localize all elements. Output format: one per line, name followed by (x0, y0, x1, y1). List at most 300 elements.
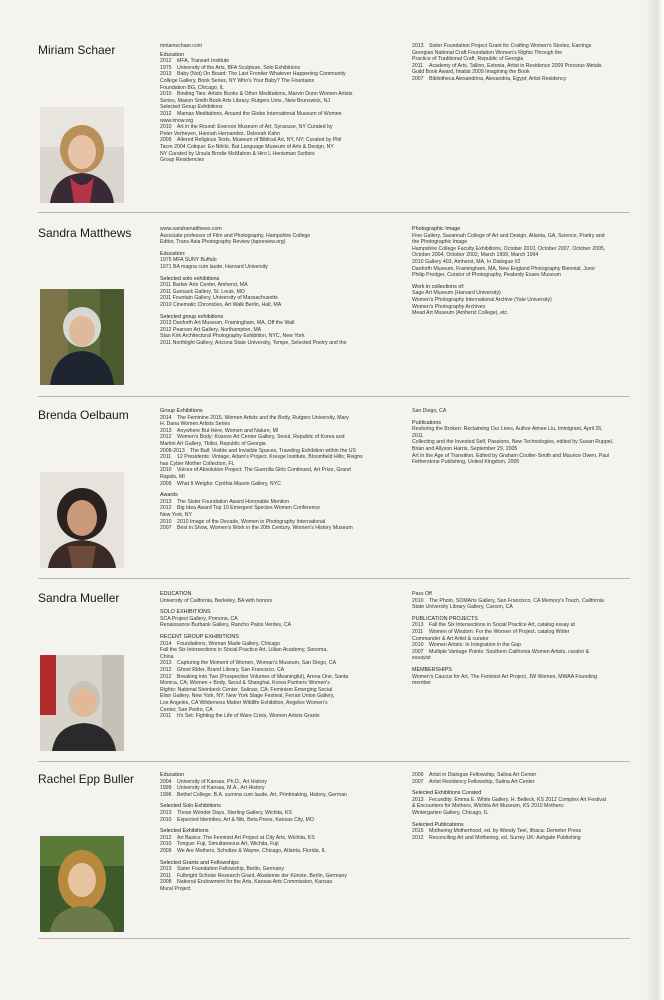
bio-line (160, 817, 406, 824)
bio-year: 2012 (160, 673, 172, 680)
bio-line (160, 835, 406, 842)
bio-year: 2013 (412, 622, 424, 629)
bio-section-heading: Selected solo exhibitions (160, 275, 220, 282)
bio-column-right (412, 408, 638, 466)
bio-line (412, 266, 638, 273)
bio-line (412, 290, 638, 297)
bio-text: Anywhere But Here, Women and Nature, MI (177, 427, 279, 434)
bio-section-heading: Selected Solo Exhibitions (160, 803, 221, 810)
bio-text: University of Kansas, Ph.D., Art History (177, 778, 267, 785)
bio-year: 2014 (160, 640, 172, 647)
bio-year: 2011 (160, 872, 172, 879)
bio-text: College Gallery, Book Series, NY Who's Your Baby? The Fountains (160, 77, 315, 84)
bio-year: 2012 (160, 58, 172, 65)
bio-text: 1971 BA magna cum laude, Harvard University (160, 263, 268, 270)
bio-text: University of the Arts, BFA Sculpture, Solo Exhibitions (177, 64, 301, 71)
bio-text: Baby (Not) On Board: The Last Frontier Whatever Happening Community (177, 71, 346, 78)
bio-line (160, 333, 406, 340)
bio-text: Danforth Museum, Framingham, MA, New England Photography Biennial, Juror (412, 265, 596, 272)
bio-text: Fine Gallery, Savannah College of Art and Design, Atlanta, GA, Science, Poetry and (412, 232, 605, 239)
bio-section-heading: EDUCATION (160, 591, 192, 597)
bio-year: 2010 (160, 91, 172, 98)
bio-text: University of Kansas, M.A., Art History (177, 785, 265, 792)
bio-text: Peter Verheyen, Hannah Hernandez, Deborah Kahn (160, 130, 280, 137)
bio-text: The Sister Foundation Award Honorable Mention (177, 498, 290, 505)
section-divider (38, 212, 630, 213)
bio-line (412, 446, 638, 453)
bio-line (160, 454, 406, 461)
bio-year: 2013 (412, 796, 424, 803)
bio-section-heading: Selected group exhibitions (160, 313, 224, 320)
bio-year: 2007 (160, 525, 172, 532)
bio-text: Georgian National Craft Foundation Women's Rights Through the (412, 49, 563, 56)
bio-line (412, 76, 638, 83)
bio-line (160, 340, 406, 347)
bio-line (412, 817, 638, 820)
bio-text: miriamschaer.com (160, 43, 203, 49)
section-divider (38, 396, 630, 397)
bio-line (160, 713, 406, 720)
artist-name: Sandra Matthews (38, 226, 132, 240)
bio-line (412, 622, 638, 629)
bio-year: 2012 (160, 666, 172, 673)
artist-entry-sandra-mueller (0, 591, 664, 757)
bio-text: Academy of Arts, Tallinn, Estonia, Artist in Residence 2009 Precious Metals (429, 62, 602, 69)
artist-name: Rachel Epp Buller (38, 772, 135, 786)
bio-column-left (160, 408, 406, 532)
bio-text: Tacre 2004 Cotique: Ex-Nihilo, Bat Language Museum of Arts & Design, NY (160, 143, 334, 150)
bio-line (160, 282, 406, 289)
bio-line (160, 124, 406, 131)
bio-year: 2013 (412, 43, 424, 49)
bio-line (160, 295, 406, 302)
artist-portrait (40, 107, 124, 203)
bio-text: 2011 Fountain Gallery, University of Massachusetts (160, 295, 278, 302)
bio-line (160, 647, 406, 654)
bio-year: 2013 (160, 809, 172, 816)
bio-line (160, 264, 406, 271)
bio-year: 2013 (160, 866, 172, 873)
bio-line (412, 259, 638, 266)
bio-text: Practice of Traditional Craft, Republic of Georgia (412, 56, 524, 63)
bio-line (160, 841, 406, 848)
bio-text: The Feminine 2015, Women Artists and the Body, Rutgers University, Mary (177, 414, 349, 421)
bio-text: Women Artists: In Integration in the Gap (429, 642, 521, 649)
bio-year: 1975 (160, 64, 172, 71)
bio-line (412, 439, 638, 446)
bio-year: 2008 (160, 879, 172, 886)
portrait-photo-icon (40, 472, 124, 568)
bio-text: 2010 Gallery 403, Amherst, MA, In Dialogue #2 (412, 258, 521, 265)
bio-text: 1975 MFA SUNY Buffalo (160, 257, 217, 264)
bio-line (160, 823, 406, 826)
bio-text: Collecting and the Invested Self, Passions, New Technologies, edited by Susan Ruppel, (412, 439, 614, 446)
bio-line (412, 785, 638, 788)
bio-line (160, 855, 406, 858)
bio-line (160, 78, 406, 85)
bio-line (160, 461, 406, 468)
bio-line (412, 662, 638, 665)
bio-section-heading: Selected Exhibitions Curated (412, 790, 482, 797)
bio-section-heading: Selected Grants and Fellowships (160, 859, 239, 866)
bio-line (160, 785, 406, 792)
bio-text: Mead Art Museum (Amherst College), etc. (412, 310, 509, 317)
bio-line (160, 622, 406, 629)
bio-text: Series, Mason Smith Book Arts Library, Rutgers Univ., New Brunswick, NJ (160, 97, 330, 104)
bio-line (160, 487, 406, 490)
bio-line (412, 279, 638, 282)
bio-line (412, 43, 638, 50)
bio-line (412, 810, 638, 817)
bio-text: Restoring the Broken: Reclaiming Our Lives, Author Aimee Liu, Immigrant, April 26, (412, 426, 603, 433)
bio-text: Fall the Six Intersections in Social Practice Art, Lillian Academy, Sonoma, (160, 647, 328, 654)
bio-column-right (412, 591, 638, 687)
bio-year: 2012 (160, 834, 172, 841)
portrait-photo-icon (40, 655, 124, 751)
bio-line (412, 604, 638, 611)
bio-line (160, 467, 406, 474)
bio-year: 2010 (160, 816, 172, 823)
bio-line (160, 289, 406, 296)
bio-text: Commander & Art Artist & curator (412, 635, 489, 642)
bio-line (160, 674, 406, 681)
bio-line (160, 629, 406, 632)
bio-line (160, 271, 406, 274)
bio-line (160, 680, 406, 687)
bio-text: 2010 Cinematic Chronicles, Art Walk Berlin, Hall, MA (160, 301, 282, 308)
artist-name: Brenda Oelbaum (38, 408, 129, 422)
bio-text: Foundation BG, Chicago, IL (160, 84, 225, 91)
portrait-photo-icon (40, 107, 124, 203)
bio-text: Big Idea Award Top 10 Emergent Species Women Conference (177, 505, 321, 512)
bio-text: Sage Art Museum (Harvard University) (412, 290, 501, 297)
bio-line (160, 43, 406, 50)
bio-year: 1999 (160, 785, 172, 792)
bio-year: 2010 (160, 124, 172, 131)
bio-text: NY Curated by Ursula Brodie McMahon & Hiro L Henisman Scribes (160, 150, 315, 157)
bio-text: Multiple Vantage Points: Southern California Women Artists, curator & (429, 648, 590, 655)
section-divider (38, 761, 630, 762)
bio-section-heading: Education: (160, 250, 186, 257)
bio-year: 2011 (412, 62, 424, 69)
bio-text: We Are Mothers, Schultze & Wayne, Chicago, Atlanta, Florida, IL (177, 847, 326, 854)
bio-text: Center, San Pedro, CA (160, 706, 213, 713)
bio-text: 2011 Gunsack Gallery, St. Louis, MO (160, 288, 245, 295)
bio-line (160, 687, 406, 694)
bio-text: Sister Foundation Project Grant for Crafting Women's Stories, Earrings (429, 43, 592, 49)
artist-entry-sandra-matthews (0, 226, 664, 390)
bio-text: Selected Group Exhibitions (160, 104, 223, 111)
bio-text: New York, NY (160, 511, 193, 518)
bio-text: Group Residencies (160, 157, 205, 164)
bio-line (160, 499, 406, 506)
bio-line (160, 71, 406, 78)
bio-section-heading: Selected Exhibitions (160, 828, 209, 835)
bio-year: 2013 (160, 498, 172, 505)
bio-text: 12 Presidents: Vintage, Adam's Project, Kresge Institute, Bloomfield Hills; Reigns (177, 454, 363, 461)
bio-line (160, 519, 406, 526)
bio-line (412, 252, 638, 259)
bio-line (160, 239, 406, 246)
bio-line (412, 642, 638, 649)
bio-text: Renaissance Burbank Gallery, Rancho Palos Verdes, CA (160, 622, 292, 629)
bio-line (412, 591, 638, 598)
bio-line (412, 272, 638, 279)
section-divider (38, 578, 630, 579)
bio-text: Art in the Round: Everson Museum of Art, Syracuse, NY Curated by (177, 124, 333, 131)
bio-text: Women of Wisdom: For the Women of Project, catalog Writer (429, 628, 570, 635)
bio-text: Reconciling Art and Mothering, ed. Surrey UK: Ashgate Publishing (429, 834, 581, 841)
bio-text: Associate professor of Film and Photography, Hampshire College (160, 232, 311, 239)
bio-text: Breaking into Two (Prospective Volumes of Meaningful), Arena One, Santa (177, 673, 349, 680)
bio-section-heading: MEMBERSHIPS (412, 666, 452, 673)
artist-entry-miriam-schaer (0, 43, 664, 203)
bio-text: Art Basics: The Feminist Art Project at City Arts, Wichita, KS (177, 834, 315, 841)
artist-entry-rachel-epp-buller (0, 772, 664, 942)
bio-text: China (160, 653, 174, 660)
bio-line (160, 144, 406, 151)
bio-line (160, 302, 406, 309)
bio-line (160, 660, 406, 667)
bio-line (160, 654, 406, 661)
bio-line (412, 50, 638, 57)
bio-line (160, 879, 406, 886)
bio-line (160, 598, 406, 605)
bio-line (160, 474, 406, 481)
bio-line (160, 693, 406, 700)
bio-line (412, 459, 638, 466)
artist-portrait (40, 836, 124, 932)
bio-text: Monica, CA; Women + Body, Seoul & Shanghai, Korea Partners Women's (160, 680, 330, 687)
bio-line (160, 886, 406, 893)
bio-line (412, 803, 638, 810)
bio-year: 2010 (160, 841, 172, 848)
bio-text: University of California, Berkeley, BA with honors (160, 597, 273, 604)
bio-text: Mural Project (160, 885, 191, 892)
artist-name: Miriam Schaer (38, 43, 116, 57)
bio-year: 2012 (412, 834, 424, 841)
bio-year: 2012 (160, 110, 172, 117)
bio-text: Bethel College, B.A. summa cum laude, Art, Printmaking, History, German (177, 791, 348, 798)
artist-portrait (40, 289, 124, 385)
bio-line (160, 65, 406, 72)
bio-text: Ghost Rider, Brand Library, San Francisco, CA (177, 666, 285, 673)
bio-line (412, 779, 638, 786)
bio-line (160, 111, 406, 118)
bio-text: Stan Kirk Architectural Photography Exhibition, NYC, New York (160, 333, 305, 340)
bio-text: 2013 Danforth Art Museum, Framingham, MA, Off the Wall (160, 320, 295, 327)
bio-text: Fecundity: Emma E. White Gallery, H. Belleck, KS 2012 Complex Art Festival (429, 796, 606, 803)
artist-name: Sandra Mueller (38, 591, 120, 605)
bio-year: 2009 (412, 772, 424, 778)
bio-line (412, 598, 638, 605)
bio-text: Martini Art Gallery, Tbilisi, Republic of Georgia (160, 440, 266, 447)
bio-line (412, 655, 638, 662)
bio-year: 2011 (412, 628, 424, 635)
bio-section-heading: Awards (160, 492, 178, 499)
bio-line (412, 772, 638, 779)
bio-text: 2011 Barker Arts Center, Amherst, MA (160, 282, 248, 289)
bio-text: Women's Photography Archives (412, 303, 486, 310)
bio-section-heading: Work in collections of: (412, 283, 465, 290)
page-edge-shadow (646, 0, 664, 1000)
bio-year: 2007 (412, 778, 424, 785)
bio-text: Fall the Six Intersections in Social Practice Art, catalog essay at (429, 622, 575, 629)
bio-line (160, 873, 406, 880)
bio-section-heading: Photographic Image (412, 226, 461, 232)
bio-line (412, 415, 638, 418)
bio-line (160, 448, 406, 455)
bio-line (412, 674, 638, 681)
bio-text: 2011 (412, 432, 424, 439)
bio-text: & Encounters for Mothers, Wichita Art Museum, KS 2010 Mothers: (412, 803, 565, 810)
bio-text: Pass Off (412, 591, 432, 597)
bio-text: Those Wonder Days, Sterling Gallery, Wichita, KS (177, 809, 292, 816)
bio-text: Sister Foundation Fellowship, Berlin, Germany (177, 866, 284, 873)
bio-year: 2010 (160, 518, 172, 525)
bio-text: SCA Project Gallery, Pomona, CA (160, 615, 238, 622)
bio-text: Women's Caucus for Art, The Feminist Art Project, JW Women, MWAA Founding (412, 673, 598, 680)
bio-year: 2015 (412, 828, 424, 835)
bio-section-heading: Publications (412, 419, 442, 426)
bio-text: Mamas Meditations, Around the Globe International Museum of Women (177, 110, 342, 117)
bio-text: Hampshire College Faculty Exhibitions, October 2010, October 2007, October 2005, (412, 245, 606, 252)
bio-text: State University Library Gallery, Carson, CA (412, 604, 513, 611)
bio-text: Elixir Gallery, New York, NY; New York Stage Festival, Ferrari Union Gallery, (160, 693, 335, 700)
bio-line (412, 680, 638, 687)
bio-text: 2010 Image of the Decade, Women in Photography International (177, 518, 326, 525)
bio-line (160, 616, 406, 623)
bio-text: Rapids, MI (160, 473, 185, 480)
bio-year: 2012 (160, 505, 172, 512)
bio-text: MFA, Transart Institute (177, 58, 230, 65)
bio-text: Guild Book Award, finalist 2009 Imagining the Book (412, 69, 530, 76)
artist-portrait (40, 472, 124, 568)
bio-text: Expected Identities, Art & Nib, Beta Press, Kansas City, MO (177, 816, 314, 823)
bio-text: Editor, Trans Asia Photography Review (tapreview.org) (160, 239, 286, 246)
bio-year: 2013 (160, 71, 172, 78)
bio-line (412, 629, 638, 636)
portrait-photo-icon (40, 836, 124, 932)
bio-text: It's Set: Fighting the Life of Ware Crisis, Women Artists Grants (177, 713, 320, 720)
bio-line (160, 246, 406, 249)
bio-line (412, 69, 638, 76)
bio-text: Tongue: Fuji, Simultaneous Art, Wichita, Fuji (177, 841, 279, 848)
bio-line (160, 505, 406, 512)
bio-line (160, 233, 406, 240)
bio-text: Foundations, Woman Made Gallery, Chicago (177, 640, 281, 647)
bio-column-left (160, 43, 406, 164)
bio-year: 2008-2013 (160, 447, 185, 454)
bio-text: Philip Prodger, Curator of Photography, Peabody Essex Museum (412, 272, 561, 279)
bio-text: Fetherstone Publishing, United Kingdom, 2005 (412, 459, 520, 466)
bio-line (412, 433, 638, 440)
bio-line (160, 667, 406, 674)
bio-line (160, 798, 406, 801)
bio-line (160, 641, 406, 648)
bio-text: Artist Residency Fellowship, Salina Art Center (429, 778, 535, 785)
bio-year: 2013 (160, 427, 172, 434)
bio-line (160, 512, 406, 519)
bio-line (160, 415, 406, 422)
bio-text: Women's Body: Kosovo Art Center Gallery, Seoul, Republic of Korea and (177, 434, 345, 441)
bio-text: Los Angeles, CA Wilderness Matter Wildlife Exhibition, Angeles Women's (160, 699, 328, 706)
bio-section-heading: Group Exhibitions (160, 408, 203, 414)
bio-text: October 2004, October 2002, March 1999, March 1994 (412, 252, 539, 259)
bio-line (160, 434, 406, 441)
bio-text: Fulbright Scholar Research Grant, Akademie der Künste, Berlin, Germany (177, 872, 347, 879)
bio-text: Rights: National Steinbeck Center, Salinas, CA; Feminism Emerging Social (160, 686, 333, 693)
bio-text: www.imow.org (160, 117, 194, 124)
bio-line (160, 700, 406, 707)
bio-year: 2013 (160, 660, 172, 667)
bio-text: The Photo, SOMArts Gallery, San Francisco, CA Memory's Touch, California (429, 597, 604, 604)
bio-text: has Cyber Mother Collection, FL (160, 460, 235, 467)
artist-portrait (40, 655, 124, 751)
bio-text: Bibliotheca Alexandrina, Alexandria, Egypt; Artist Residency (429, 75, 567, 82)
bio-line (160, 779, 406, 786)
bio-text: San Diego, CA (412, 408, 447, 414)
bio-line (412, 304, 638, 311)
bio-year: 2012 (160, 434, 172, 441)
bio-section-heading: Education (160, 51, 184, 58)
bio-line (412, 835, 638, 842)
bio-column-left (160, 772, 406, 893)
bio-line (412, 239, 638, 246)
bio-line (412, 797, 638, 804)
bio-line (160, 131, 406, 138)
bio-column-right (412, 226, 638, 317)
bio-line (160, 85, 406, 92)
bio-line (160, 604, 406, 607)
bio-text: Women's Photography International Archive (Yale University) (412, 296, 552, 303)
bio-column-left (160, 591, 406, 720)
bio-line (160, 481, 406, 488)
bio-text: The Ball: Visible and Invisible Spaces, Traveling Exhibition within the US (190, 447, 356, 454)
bio-column-right (412, 772, 638, 841)
bio-line (412, 56, 638, 63)
bio-text: Wintergarten Gallery, Chicago, IL (412, 809, 489, 816)
bio-year: 2011 (160, 454, 172, 461)
bio-line (160, 320, 406, 327)
bio-year: 1996 (160, 791, 172, 798)
bio-section-heading: PUBLICATION PROJECTS (412, 615, 478, 622)
bio-text: Brian and Allyson Harris, September 29, 2005 (412, 445, 518, 452)
bio-text: National Endowment for the Arts, Kansas Arts Commission, Kansas (177, 879, 333, 886)
bio-line (160, 525, 406, 532)
bio-text: Artist in Dialogue Fellowship, Salina Art Center (429, 772, 537, 778)
bio-year: 2010 (160, 467, 172, 474)
bio-section-heading: Selected Publications (412, 821, 464, 828)
bio-line (412, 426, 638, 433)
bio-column-right (412, 43, 638, 83)
bio-text: Voices of Absolution Project: The Guerrilla Girls Continued, Art Prize, Grand (177, 467, 351, 474)
bio-line (160, 151, 406, 158)
bio-year: 2004 (160, 778, 172, 785)
bio-line (160, 707, 406, 714)
bio-section-heading: SOLO EXHIBITIONS (160, 609, 211, 616)
bio-text: Capturing the Moment of Women, Woman's Museum, San Diego, CA (177, 660, 337, 667)
bio-line (160, 428, 406, 435)
bio-line (412, 310, 638, 317)
bio-year: 2009 (160, 480, 172, 487)
bio-line (412, 636, 638, 643)
bio-line (160, 309, 406, 312)
bio-line (160, 91, 406, 98)
artist-entry-brenda-oelbaum (0, 408, 664, 578)
bio-year: 2009 (160, 847, 172, 854)
bio-text: 2012 Pearson Art Gallery, Northampton, MA (160, 326, 262, 333)
